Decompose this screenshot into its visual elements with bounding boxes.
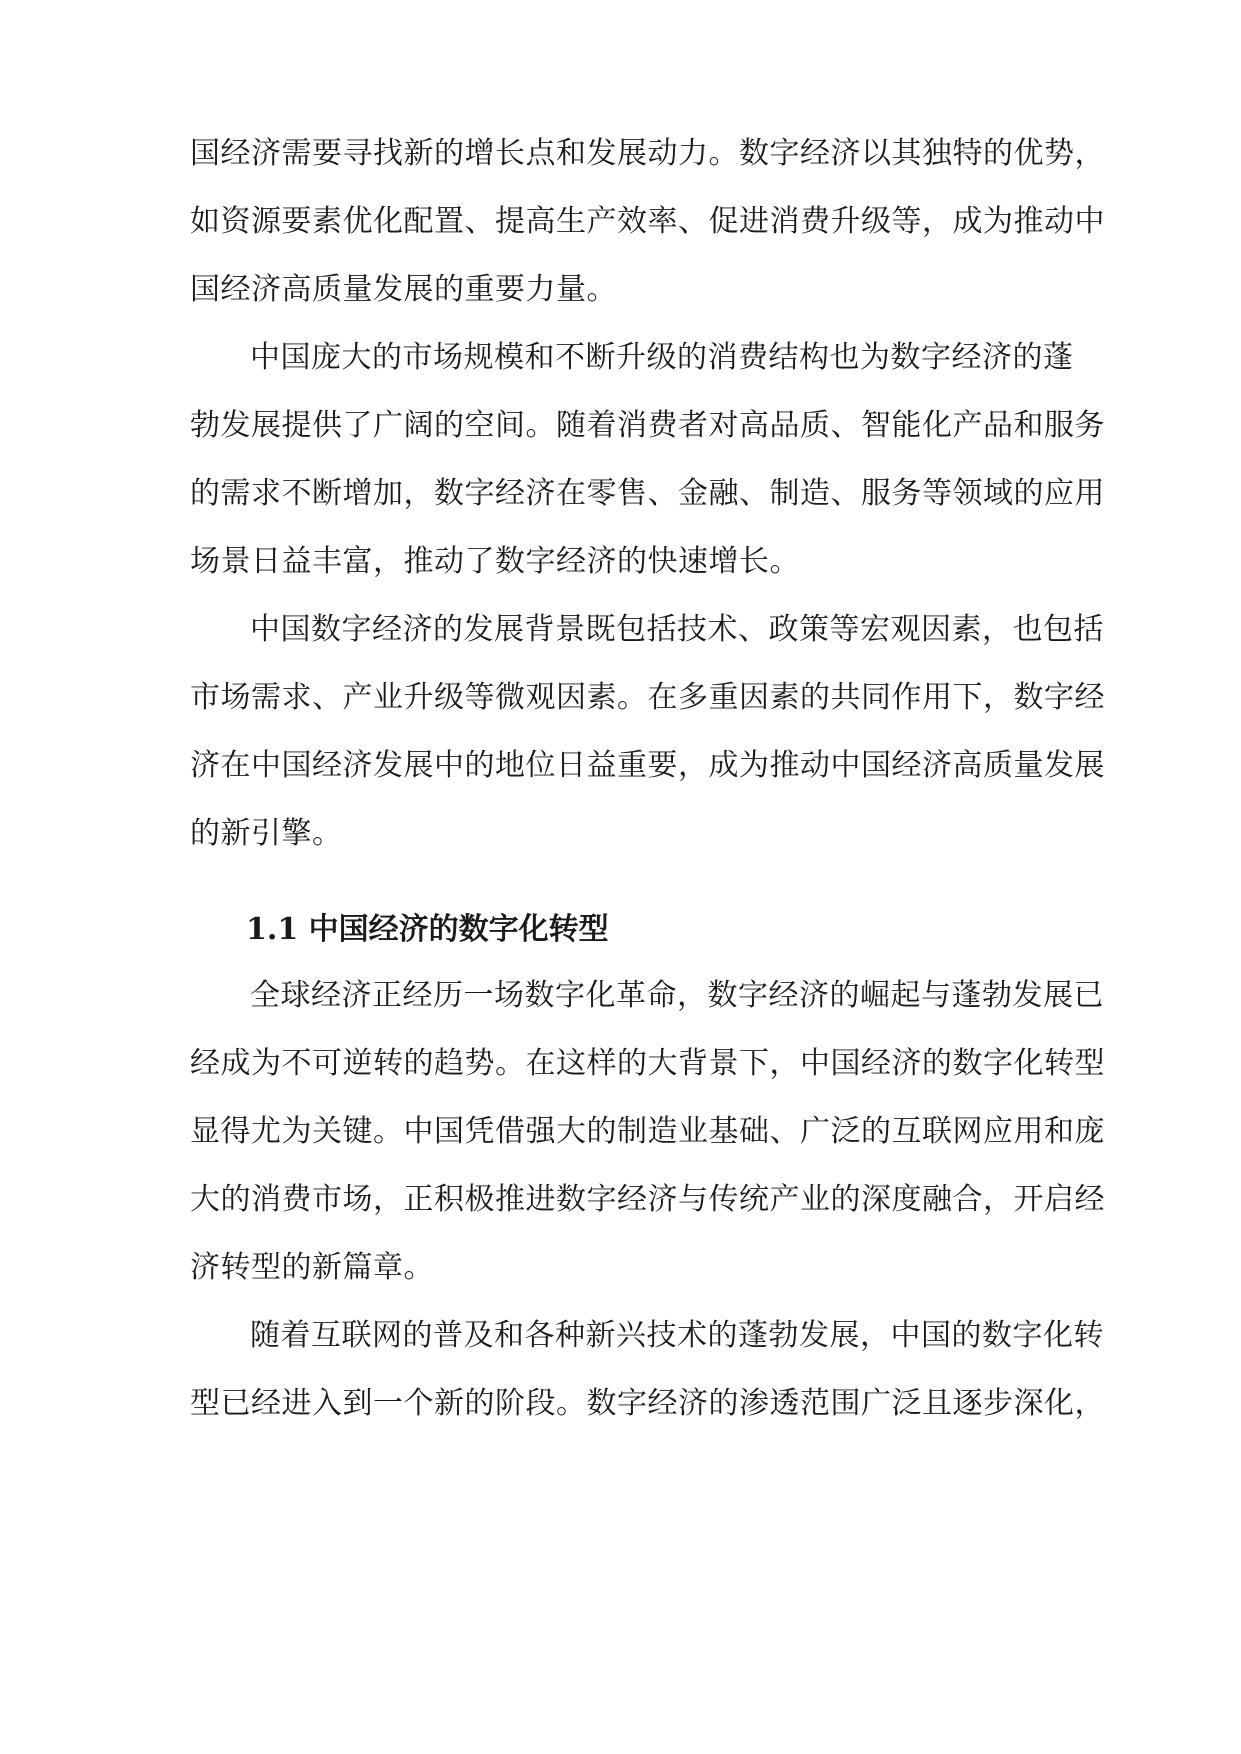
section-paragraph-1-line-5: 济转型的新篇章。	[190, 1250, 434, 1285]
paragraph-3-line-4: 的新引擎。	[190, 816, 343, 851]
paragraph-1-line-3: 国经济高质量发展的重要力量。	[190, 272, 617, 307]
paragraph-3-line-1: 中国数字经济的发展背景既包括技术、政策等宏观因素，也包括	[250, 612, 1104, 647]
paragraph-1-line-1: 国经济需要寻找新的增长点和发展动力。数字经济以其独特的优势，	[190, 136, 1105, 171]
paragraph-2-line-4: 场景日益丰富，推动了数字经济的快速增长。	[190, 544, 800, 579]
paragraph-2-line-1: 中国庞大的市场规模和不断升级的消费结构也为数字经济的蓬	[250, 340, 1074, 375]
paragraph-2-line-3: 的需求不断增加，数字经济在零售、金融、制造、服务等领域的应用	[190, 476, 1105, 511]
section-paragraph-1-line-1: 全球经济正经历一场数字化革命，数字经济的崛起与蓬勃发展已	[250, 978, 1104, 1013]
paragraph-3-line-3: 济在中国经济发展中的地位日益重要，成为推动中国经济高质量发展	[190, 748, 1105, 783]
paragraph-3-line-2: 市场需求、产业升级等微观因素。在多重因素的共同作用下，数字经	[190, 680, 1105, 715]
paragraph-1-line-2: 如资源要素优化配置、提高生产效率、促进消费升级等，成为推动中	[190, 204, 1105, 239]
paragraph-2-line-2: 勃发展提供了广阔的空间。随着消费者对高品质、智能化产品和服务	[190, 408, 1105, 443]
section-paragraph-2-line-1: 随着互联网的普及和各种新兴技术的蓬勃发展，中国的数字化转	[250, 1318, 1104, 1353]
section-paragraph-1-line-2: 经成为不可逆转的趋势。在这样的大背景下，中国经济的数字化转型	[190, 1046, 1105, 1081]
section-heading: 1.1 中国经济的数字化转型	[246, 912, 609, 947]
section-paragraph-1-line-4: 大的消费市场，正积极推进数字经济与传统产业的深度融合，开启经	[190, 1182, 1105, 1217]
section-paragraph-2-line-2: 型已经进入到一个新的阶段。数字经济的渗透范围广泛且逐步深化，	[190, 1386, 1105, 1421]
section-paragraph-1-line-3: 显得尤为关键。中国凭借强大的制造业基础、广泛的互联网应用和庞	[190, 1114, 1105, 1149]
